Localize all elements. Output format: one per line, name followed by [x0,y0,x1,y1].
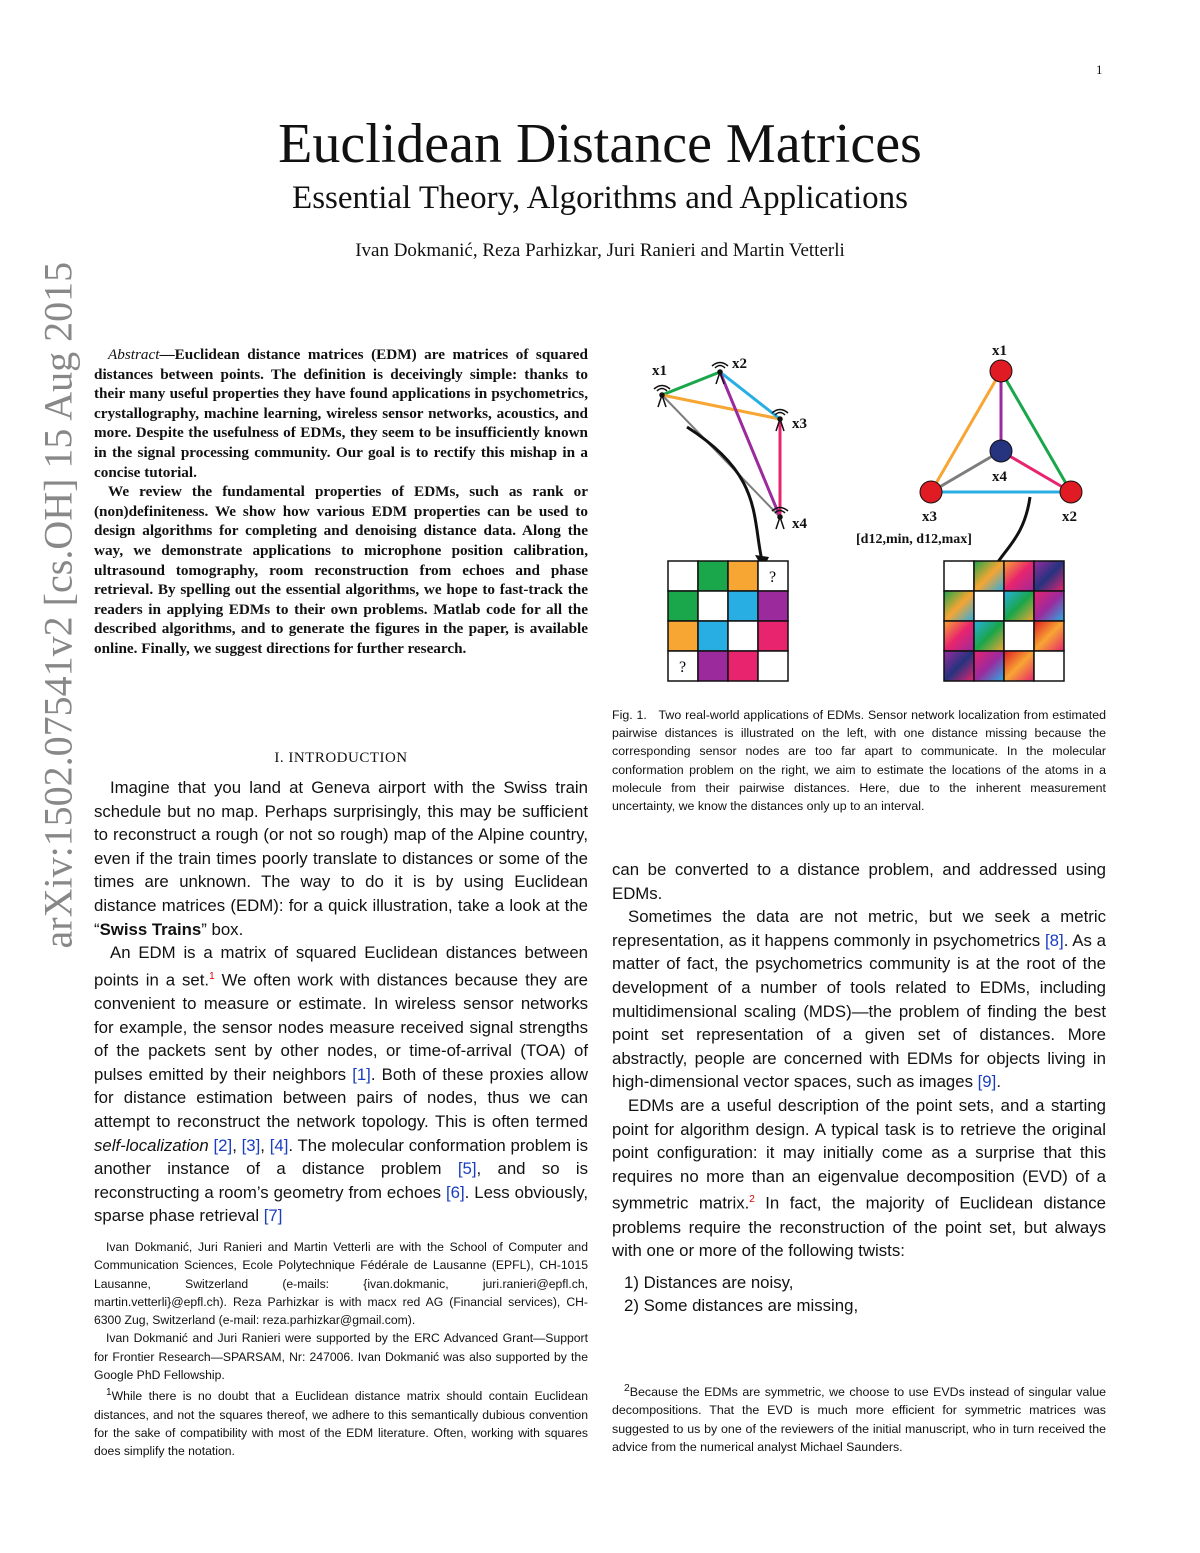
citation-6[interactable]: [6] [445,1182,465,1202]
left-matrix-cell-2-2 [728,621,758,651]
atom-x2 [1060,481,1082,503]
label-left-x1: x1 [652,363,667,379]
funding-note: Ivan Dokmanić and Juri Ranieri were supported by the ERC Advanced Grant—Support for Frontier Research—SPARSAM, Nr: 247006. Ivan Dokmanić was also supported by the Google PhD Fellowship. [94,1331,588,1383]
left-matrix-cell-2-3 [758,621,788,651]
left-matrix-cell-0-2 [728,561,758,591]
page-number: 1 [1096,62,1103,77]
right-matrix-cell-0-0 [944,561,974,591]
citation-2[interactable]: [2] [213,1135,233,1155]
left-matrix-cell-0-0 [668,561,698,591]
left-matrix-unknown-mark: ? [679,659,687,676]
bond-x1-x2 [1001,371,1071,492]
caption-label: Fig. 1. [612,708,647,722]
left-matrix-cell-1-1 [698,591,728,621]
right-matrix-cell-0-3 [1034,561,1064,591]
paper-subtitle: Essential Theory, Algorithms and Applications [292,180,908,216]
left-matrix-cell-1-3 [758,591,788,621]
right-matrix-cell-3-1 [974,651,1004,681]
left-matrix-cell-3-2 [728,651,758,681]
caption-text: Two real-world applications of EDMs. Sensor network localization from estimated pairwise distances is illustrated on the left, with one distance missing because the corresponding sensor nodes are too far apart to communicate. In the molecular conformation problem on the right, we aim to estimate the locations of the atoms in a molecule from their pairwise distances. Here, due to the inherent measurement uncertainty, we know the distances only up to an interval. [612,708,1106,814]
label-right-x1: x1 [992,343,1007,359]
intro-paragraph-2: An EDM is a matrix of squared Euclidean distances between points in a set.$^1$ We often work with distances because they are convenient to measure or estimate. In wireless sensor networks for example, the sensor nodes measure received signal strengths of the packets sent by other nodes, or time-of-arrival (TOA) of pulses emitted by their neighbors [1]. Both of these proxies allow for distance estimation between pairs of nodes, thus we can attempt to reconstruct the network topology. This is often termed self-localization [2], [3], [4]. The molecular conformation problem is another instance of a distance problem [5], and so is reconstructing a room’s geometry from echoes [6]. Less obviously, sparse phase retrieval [7] [94,943,589,1226]
right-column-body [612,858,1106,1318]
bond-x1-x3 [931,371,1001,492]
left-matrix-cell-3-1 [698,651,728,681]
left-matrix-cell-2-0 [668,621,698,651]
right-matrix-cell-1-3 [1034,591,1064,621]
right-matrix-cell-3-2 [1004,651,1034,681]
arxiv-stamp: arXiv:1502.07541v2 [cs.OH] 15 Aug 2015 [35,261,81,949]
edge-x1-x4 [662,395,780,517]
right-matrix-cell-1-2 [1004,591,1034,621]
footnote-1: $^1$While there is no doubt that a Euclidean distance matrix should contain Euclidean distances, and not the squares thereof, we adhere to this semantically dubious convention for the sake of compatibility with most of the EDM literature. Often, working with squares does simplify the notation. [94,1387,588,1459]
footnote-mark-1[interactable]: 1 [209,970,215,982]
right-paragraph-2: Sometimes the data are not metric, but we seek a metric representation, as it happens commonly in psychometrics [8]. As a matter of fact, the psychometrics community is at the root of the development of a number of tools related to EDMs, including multidimensional scaling (MDS)—the problem of finding the best point set representation of a given set of distances. More abstractly, people are concerned with EDMs for objects living in high-dimensional vector spaces, such as images [9]. [612,907,1106,1092]
left-matrix-cell-2-1 [698,621,728,651]
atom-x1 [990,360,1012,382]
right-matrix-cell-0-1 [974,561,1004,591]
label-left-x4: x4 [792,516,807,532]
citation-9[interactable]: [9] [977,1072,997,1092]
intro-paragraph-1: Imagine that you land at Geneva airport with the Swiss train schedule but no map. Perhaps surprisingly, this may be sufficient to reconstruct a rough (or not so rough) map of the Alpine country, even if the train times poorly translate to distances or some of the times are unknown. The way to do it is by using Euclidean distance matrices (EDM): for a quick illustration, take a look at the “Swiss Trains” box. [94,778,588,939]
right-matrix-cell-2-2 [1004,621,1034,651]
right-matrix-cell-3-3 [1034,651,1064,681]
citation-8[interactable]: [8] [1045,930,1064,950]
right-matrix-cell-1-1 [974,591,1004,621]
right-paragraph-1: can be converted to a distance problem, and addressed using EDMs. [612,860,1106,903]
right-paragraph-3: EDMs are a useful description of the point sets, and a starting point for algorithm design. A typical task is to retrieve the original point configuration: it may initially come as a surprise that this requires no more than an eigenvalue decomposition (EVD) of a symmetric matrix.$^2$ In fact, the majority of Euclidean distance problems require the reconstruction of the point set, but always with one or more of the following twists: [612,1095,1106,1261]
introduction-body [94,776,588,1228]
footnote-mark-2[interactable]: 2 [749,1194,755,1206]
author-list: Ivan Dokmanić, Reza Parhizkar, Juri Ranieri and Martin Vetterli [355,240,845,261]
left-matrix-cell-1-2 [728,591,758,621]
right-matrix-cell-1-0 [944,591,974,621]
figure-1-caption [612,706,1106,815]
citation-4[interactable]: [4] [269,1135,289,1155]
abstract-paragraph-2: We review the fundamental properties of EDMs, such as rank or (non)definiteness. We show how various EDM properties can be used to design algorithms for completing and denoising distance data. Along the way, we demonstrate applications to microphone position calibration, ultrasound tomography, room reconstruction from echoes and phase retrieval. By spelling out the essential algorithms, we hope to fast-track the readers in applying EDMs to their own problems. Matlab code for all the described algorithms, and to generate the figures in the paper, is available online. Finally, we suggest directions for further research. [94,483,588,657]
left-matrix-cell-1-0 [668,591,698,621]
affiliations-footnotes [94,1238,588,1461]
paper-title: Euclidean Distance Matrices [278,113,922,175]
left-matrix-cell-0-1 [698,561,728,591]
interval-label: [d12,min, d12,max] [856,532,972,547]
abstract-paragraph-1 [94,345,588,482]
abstract-text-1: —Euclidean distance matrices (EDM) are matrices of squared distances between points. The definition is deceivingly simple: thanks to their many useful properties they have found applications in psychometrics, crystallography, machine learning, wireless sensor networks, acoustics, and more. Despite the usefulness of EDMs, they seem to be insufficiently known in the signal processing community. Our goal is to rectify this mishap in a concise tutorial. [94,346,588,481]
swiss-trains-box-ref[interactable]: Swiss Trains [99,919,202,939]
right-matrix-cell-3-0 [944,651,974,681]
list-item: 1) Distances are noisy, [624,1272,794,1292]
citation-7[interactable]: [7] [263,1206,283,1226]
right-matrix-cell-0-2 [1004,561,1034,591]
label-right-x4: x4 [992,469,1007,485]
abstract-label: Abstract [108,346,160,363]
footnote-2-mark: 2 [624,1383,630,1394]
section-heading-introduction: I. INTRODUCTION [274,750,408,766]
twists-list [612,1271,1106,1318]
citation-1[interactable]: [1] [352,1064,371,1084]
label-right-x2: x2 [1062,509,1077,525]
atom-x4 [990,440,1012,462]
left-matrix-unknown-mark: ? [769,569,777,586]
edge-x1-x2 [662,372,720,395]
left-matrix-cell-3-3 [758,651,788,681]
right-matrix-cell-2-0 [944,621,974,651]
right-matrix-cell-2-1 [974,621,1004,651]
label-left-x3: x3 [792,416,807,432]
sensor-network-graph [662,372,780,569]
citation-3[interactable]: [3] [241,1135,261,1155]
footnote-2 [612,1380,1106,1456]
edm-matrix-interval [944,561,1064,681]
edm-matrix-incomplete [668,561,788,681]
atom-x3 [920,481,942,503]
abstract [94,345,588,659]
footnote-2-text: Because the EDMs are symmetric, we choose to use EVDs instead of singular value decompositions. That the EVD is much more efficient for symmetric matrices was suggested to us by one of the reviewers of the initial manuscript, who in turn received the advice from the numerical analyst Michael Saunders. [612,1385,1106,1455]
label-left-x2: x2 [732,356,747,372]
affiliation-note: Ivan Dokmanić, Juri Ranieri and Martin Vetterli are with the School of Computer and Communication Sciences, Ecole Polytechnique Fédérale de Lausanne (EPFL), CH-1015 Lausanne, Switzerland (e-mails: {ivan.dokmanic, juri.ranieri@epfl.ch, martin.vetterli}@epfl.ch). Reza Parhizkar is with macx red AG (Financial services), CH-6300 Zug, Switzerland (e-mail: reza.parhizkar@gmail.com). [94,1240,588,1328]
citation-5[interactable]: [5] [457,1159,477,1179]
label-right-x3: x3 [922,509,937,525]
figure-1 [612,335,1106,695]
list-item: 2) Some distances are missing, [624,1296,859,1316]
right-matrix-cell-2-3 [1034,621,1064,651]
